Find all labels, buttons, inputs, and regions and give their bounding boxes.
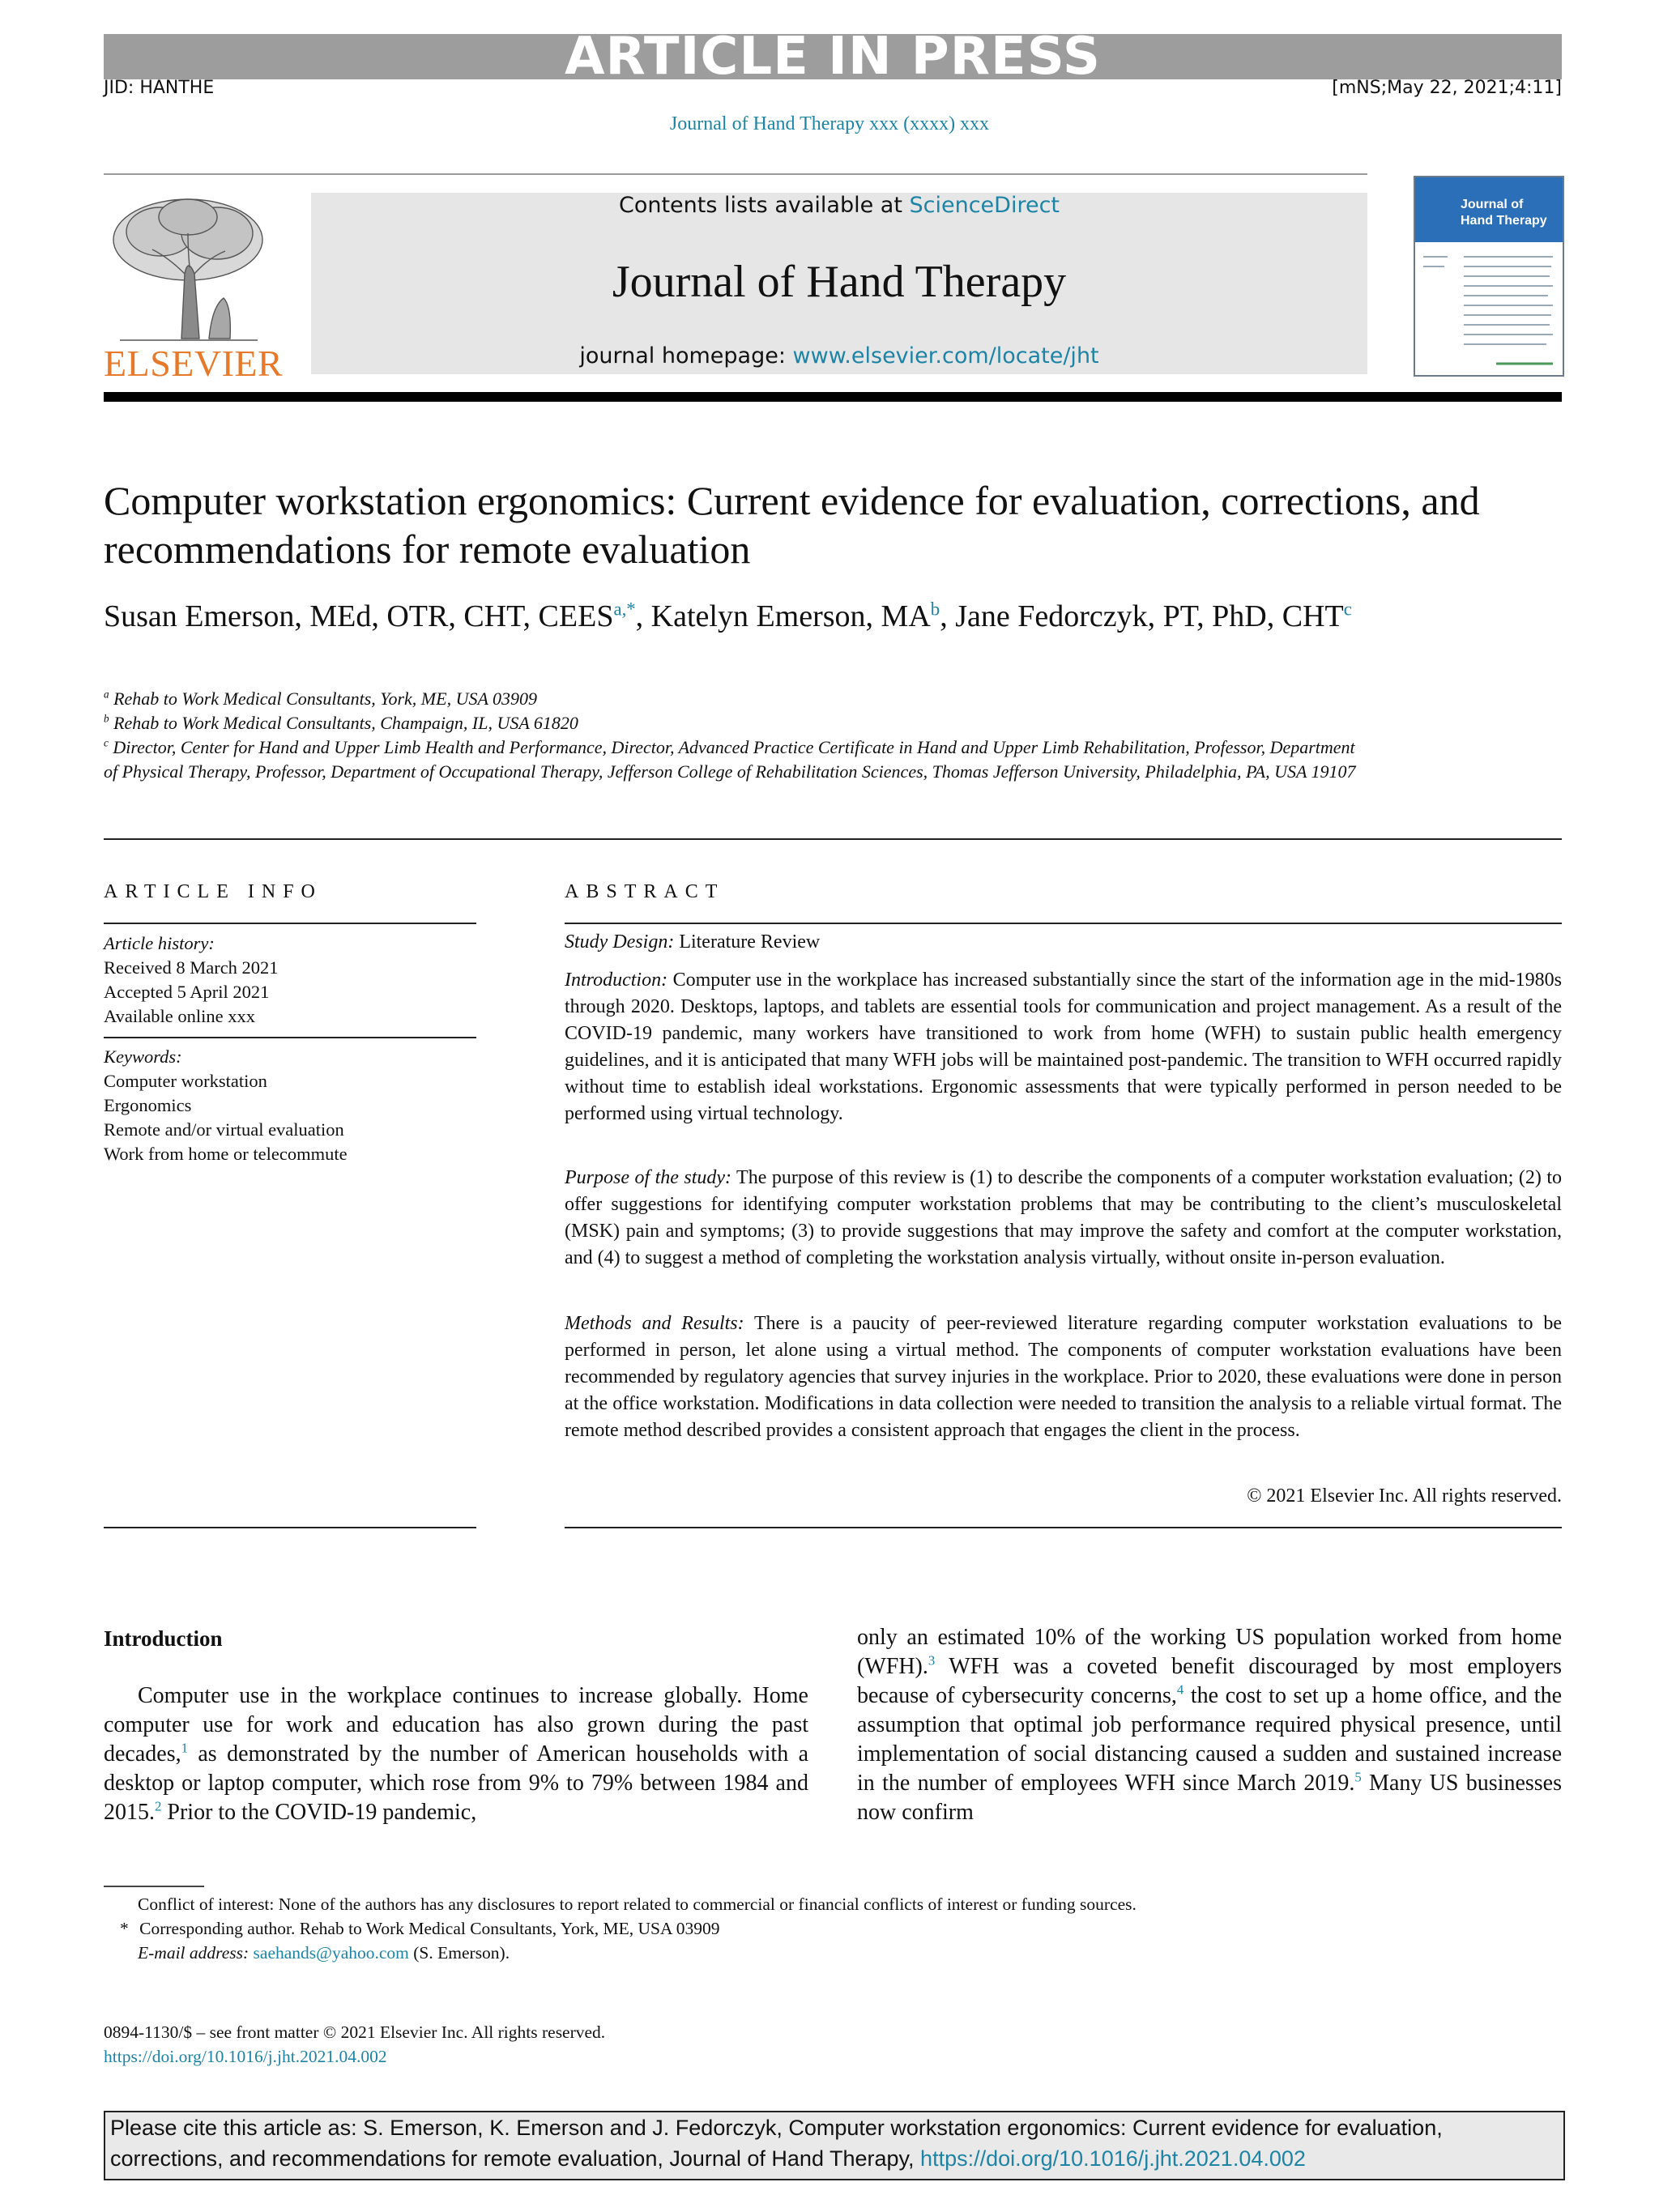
journal-title: Journal of Hand Therapy [612, 257, 1067, 307]
keyword: Computer workstation [104, 1071, 267, 1091]
journal-id: JID: HANTHE [104, 78, 215, 98]
body-text: Prior to the COVID-19 pandemic, [161, 1800, 477, 1825]
publisher-wordmark: ELSEVIER [104, 343, 284, 384]
author-affiliation-link[interactable]: b [930, 599, 940, 620]
abstract-text: The purpose of this review is (1) to describe the components of a computer workstation evaluation; (2) to offer suggestions for identifying computer workstation problems that may be contributing to the client’s musculoskeletal (MSK) pain and symptoms; (3) to provide suggestions that may improve the safety and comfort at the computer workstation, and (4) to suggest a method of completing the workstation analysis virtually, without onsite in-person evaluation. [565, 1167, 1562, 1268]
article-title: Computer workstation ergonomics: Current evidence for evaluation, corrections, and recommendations for remote evaluation [104, 478, 1480, 572]
banner-text: ARTICLE IN PRESS [564, 27, 1102, 87]
homepage-link[interactable]: www.elsevier.com/locate/jht [792, 343, 1099, 369]
footnote-email [138, 1941, 1515, 1965]
citation-ref-link[interactable]: 3 [928, 1652, 936, 1669]
cover-contents-lines [1415, 245, 1563, 372]
citation-text: Please cite this article as: S. Emerson, K. Emerson and J. Fedorczyk, Computer workstation ergonomics: Current evidence for evaluation, corrections, and recommendations for remote evaluation, Journal of Hand Therapy, [110, 2116, 1443, 2171]
keywords-block [104, 1045, 476, 1166]
journal-cover-thumbnail [1414, 176, 1564, 377]
abstract-study-design [565, 929, 1562, 956]
abstract-copyright: © 2021 Elsevier Inc. All rights reserved. [1247, 1485, 1562, 1507]
author-name: Susan Emerson, MEd, OTR, CHT, CEES [104, 599, 614, 633]
masthead-thick-rule [104, 392, 1562, 402]
abstract-label: Introduction: [565, 970, 668, 991]
keywords-rule [104, 1037, 476, 1038]
body-text: Computer use in the workplace continues to increase globally. Home computer use for work and education has also grown during the past decades, [104, 1683, 808, 1767]
affiliation-mark: b [104, 712, 109, 725]
article-in-press-banner [104, 27, 1562, 87]
affiliation-a [104, 687, 1367, 711]
footnote-text: Corresponding author. Rehab to Work Medical Consultants, York, ME, USA 03909 [139, 1919, 720, 1938]
author-affiliation-link[interactable]: a,* [613, 599, 636, 620]
abstract-purpose [565, 1165, 1562, 1272]
footnote-mark: * [120, 1919, 129, 1938]
email-link[interactable]: saehands@yahoo.com [253, 1943, 409, 1963]
article-history [104, 931, 476, 1029]
abstract-text: Computer use in the workplace has increased substantially since the start of the information age in the mid-1980s through 2020. Desktops, laptops, and tablets are essential tools for communication and project management. As a result of the COVID-19 pandemic, many workers have transitioned to work from home (WFH) to sustain public health emergency guidelines, and it is anticipated that many WFH jobs will be maintained post-pandemic. The transition to WFH occurred rapidly without time to establish ideal workstations. Ergonomic assessments that were typically performed in person needed to be performed using virtual technology. [565, 970, 1562, 1124]
contents-line [311, 193, 1367, 218]
contents-prefix: Contents lists available at [618, 193, 902, 218]
affiliation-mark: c [104, 736, 109, 749]
keyword: Work from home or telecommute [104, 1144, 348, 1164]
affiliation-text: Rehab to Work Medical Consultants, Champaign, IL, USA 61820 [113, 713, 578, 733]
doi-link[interactable]: https://doi.org/10.1016/j.jht.2021.04.002 [104, 2047, 387, 2066]
history-accepted: Accepted 5 April 2021 [104, 982, 270, 1002]
author-separator: , [940, 599, 956, 633]
body-text: Many US businesses now confirm [857, 1771, 1563, 1825]
citation-box [104, 2111, 1565, 2180]
article-info-bottom-rule [104, 1527, 476, 1528]
email-suffix: (S. Emerson). [408, 1943, 510, 1963]
abstract-label: Purpose of the study: [565, 1167, 732, 1188]
article-info-rule [104, 923, 476, 924]
section-rule [104, 838, 1562, 840]
affiliation-mark: a [104, 688, 109, 701]
citation-doi-link[interactable]: https://doi.org/10.1016/j.jht.2021.04.002 [920, 2146, 1306, 2171]
abstract-label: Study Design: [565, 931, 675, 953]
footnote-corresponding [120, 1916, 1497, 1941]
body-column-right [857, 1623, 1562, 1827]
body-text: only an estimated 10% of the working US population worked from home (WFH). [857, 1625, 1562, 1679]
body-text: WFH was a coveted benefit discouraged by most employers because of cybersecurity concerns, [857, 1654, 1562, 1708]
keywords-label: Keywords: [104, 1046, 182, 1067]
history-label: Article history: [104, 933, 215, 953]
abstract-introduction [565, 967, 1562, 1127]
homepage-prefix: journal homepage: [579, 343, 786, 369]
citation-ref-link[interactable]: 5 [1354, 1769, 1362, 1785]
affiliation-text: Rehab to Work Medical Consultants, York, ME, USA 03909 [113, 688, 537, 709]
affiliation-c [104, 735, 1367, 784]
history-received: Received 8 March 2021 [104, 957, 279, 978]
keyword: Ergonomics [104, 1095, 192, 1115]
citation-ref-link[interactable]: 2 [155, 1798, 162, 1814]
running-head[interactable]: Journal of Hand Therapy xxx (xxxx) xxx [669, 113, 990, 134]
issn-line: 0894-1130/$ – see front matter © 2021 Elsevier Inc. All rights reserved. [104, 2022, 606, 2042]
body-column-left [104, 1681, 808, 1827]
footnote-conflict: Conflict of interest: None of the authors has any disclosures to report related to commercial or financial conflicts of interest or funding sources. [138, 1894, 1137, 1914]
citation-ref-link[interactable]: 1 [181, 1740, 188, 1756]
abstract-heading: ABSTRACT [565, 881, 725, 902]
email-label: E-mail address: [138, 1943, 249, 1963]
history-online: Available online xxx [104, 1006, 256, 1026]
masthead-rule [104, 173, 1367, 175]
author-affiliation-link[interactable]: c [1343, 599, 1352, 620]
body-text: the cost to set up a home office, and the assumption that optimal job performance required physical presence, until implementation of social distancing caused a sudden and sustained increase in the number of employees WFH since March 2019. [857, 1683, 1562, 1796]
front-matter [104, 2020, 605, 2069]
article-info-heading: ARTICLE INFO [104, 881, 322, 902]
citation-ref-link[interactable]: 4 [1176, 1681, 1184, 1698]
keyword: Remote and/or virtual evaluation [104, 1119, 344, 1140]
author-name: Jane Fedorczyk, PT, PhD, CHT [955, 599, 1344, 633]
abstract-methods-results [565, 1311, 1562, 1444]
abstract-bottom-rule [565, 1527, 1562, 1528]
author-list [104, 598, 1481, 635]
footnote-rule [104, 1886, 204, 1887]
abstract-label: Methods and Results: [565, 1313, 744, 1334]
cover-title: Journal of Hand Therapy [1461, 198, 1547, 228]
affiliation-b [104, 711, 1367, 735]
typeset-stamp: [mNS;May 22, 2021;4:11] [1332, 78, 1562, 98]
abstract-text: There is a paucity of peer-reviewed literature regarding computer workstation evaluations to be performed in person, let alone using a virtual method. The components of computer workstation evaluations have been recommended by regulatory agencies that survey injuries in the workplace. Prior to 2020, these evaluations were done in person at the office workstation. Modifications in data collection were needed to transition the analysis to a reliable virtual format. The remote method described provides a consistent approach that engages the client in the process. [565, 1313, 1563, 1441]
elsevier-tree-logo [104, 193, 272, 345]
masthead-box [311, 193, 1367, 374]
abstract-rule [565, 923, 1562, 924]
body-text: as demonstrated by the number of American households with a desktop or laptop computer, which rose from 9% to 79% between 1984 and 2015. [104, 1741, 808, 1825]
author-separator: , [635, 599, 651, 633]
sciencedirect-link[interactable]: ScienceDirect [909, 193, 1060, 218]
affiliation-text: Director, Center for Hand and Upper Limb Health and Performance, Director, Advanced Practice Certificate in Hand and Upper Limb Rehabilitation, Professor, Department of Physical Therapy, Professor, Department of Occupational Therapy, Jefferson College of Rehabilitation Sciences, Thomas Jefferson University, Philadelphia, PA, USA 19107 [104, 737, 1356, 782]
author-name: Katelyn Emerson, MA [650, 599, 931, 633]
homepage-line [311, 343, 1367, 369]
abstract-text: Literature Review [674, 931, 821, 953]
section-heading-introduction: Introduction [104, 1626, 223, 1651]
